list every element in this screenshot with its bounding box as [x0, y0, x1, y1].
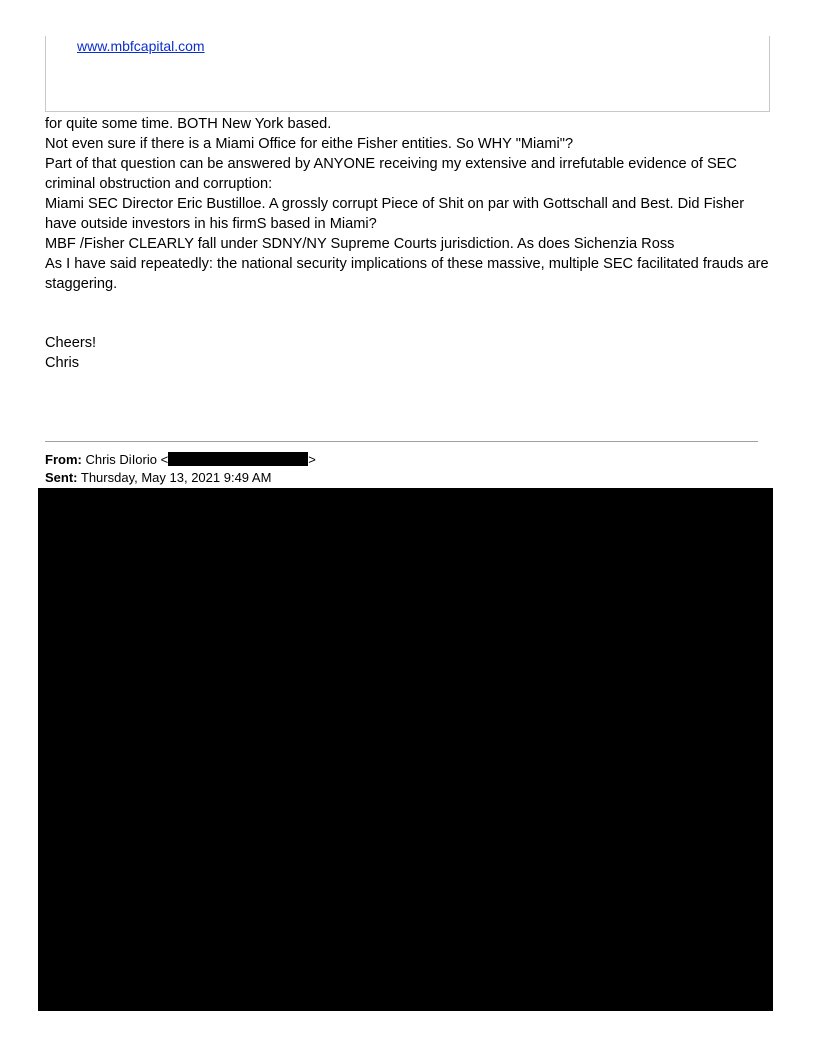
body-line: Part of that question can be answered by ANYONE receiving my extensive and irrefutable evidence of SEC criminal obstruction and corruption: [45, 156, 737, 192]
signature-box [45, 36, 770, 112]
from-row [45, 451, 316, 469]
email-body [45, 114, 773, 294]
sent-row [45, 469, 316, 487]
sent-value: Thursday, May 13, 2021 9:49 AM [80, 470, 272, 485]
from-label: From: [45, 452, 82, 467]
message-divider [45, 441, 758, 442]
email-signoff [45, 333, 96, 373]
body-line: MBF /Fisher CLEARLY fall under SDNY/NY Supreme Courts jurisdiction. As does Sichenzia Ross [45, 236, 675, 252]
from-name: Chris DiIorio < [85, 452, 169, 467]
body-line: As I have said repeatedly: the national security implications of these massive, multiple SEC facilitated frauds are staggering. [45, 256, 769, 292]
body-line: Miami SEC Director Eric Bustilloe. A grossly corrupt Piece of Shit on par with Gottschall and Best. Did Fisher have outside investors in his firmS based in Miami? [45, 196, 745, 232]
signoff-greeting: Cheers! [45, 335, 97, 351]
redacted-email [168, 452, 308, 466]
forwarded-message-header [45, 451, 316, 487]
body-line: Not even sure if there is a Miami Office for eithe Fisher entities. So WHY "Miami"? [45, 136, 574, 152]
signoff-name: Chris [45, 355, 80, 371]
sent-label: Sent: [45, 470, 78, 485]
company-website-link[interactable]: www.mbfcapital.com [77, 38, 205, 54]
body-line: for quite some time. BOTH New York based. [45, 116, 332, 132]
from-suffix: > [308, 452, 316, 467]
redacted-content-block [38, 488, 773, 1011]
